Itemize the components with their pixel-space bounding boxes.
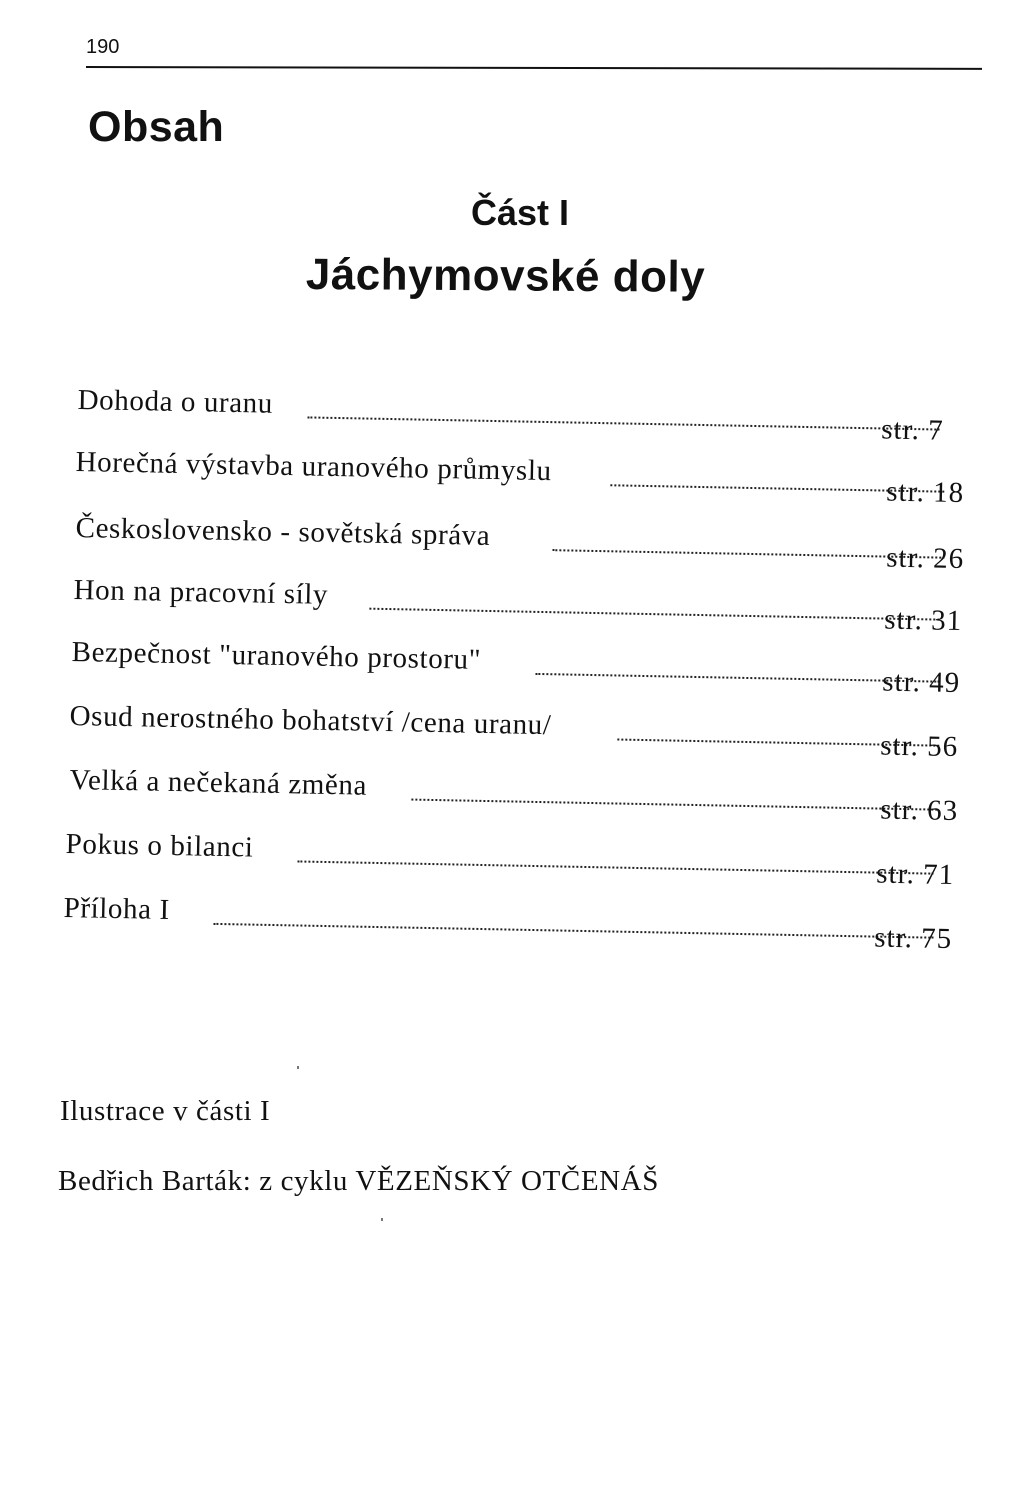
toc-entry-title: Příloha I (63, 892, 171, 927)
illustrations-label: Ilustrace v části I (60, 1095, 271, 1127)
toc-entry-leader (213, 923, 933, 939)
toc-entry-page: str. 63 (879, 793, 959, 828)
toc-entry-page: str. 26 (885, 541, 965, 576)
illustrations-source: Bedřich Barták: z cyklu VĚZEŇSKÝ OTČENÁŠ (58, 1165, 659, 1197)
toc-entry-title: Horečná výstavba uranového průmyslu (75, 446, 552, 488)
page-number: 190 (86, 36, 120, 58)
toc-entry-title: Hon na pracovní síly (73, 574, 329, 611)
toc-entry-title: Dohoda o uranu (77, 384, 274, 420)
toc-entry-title: Velká a nečekaná změna (69, 764, 368, 802)
toc-entry-leader (307, 416, 939, 430)
toc-entry-leader (369, 608, 939, 621)
part-label: Část I (470, 192, 570, 233)
toc-heading: Obsah (88, 103, 225, 151)
toc-entry-title: Bezpečnost "uranového prostoru" (71, 636, 482, 676)
part-title: Jáchymovské doly (305, 250, 706, 302)
scan-speck (297, 1066, 299, 1069)
toc-entry-page: str. 49 (881, 665, 961, 700)
toc-entry-leader (411, 799, 937, 811)
toc-entry-page: str. 18 (885, 475, 965, 510)
toc-entry-page: str. 71 (875, 857, 955, 892)
toc-entry-page: str. 31 (883, 603, 963, 638)
toc-entry-title: Osud nerostného bohatství /cena uranu/ (69, 700, 552, 742)
toc-entry-title: Československo - sovětská správa (75, 512, 491, 552)
toc-entry-page: str. 75 (873, 921, 953, 956)
toc-entry-page: str. 7 (880, 413, 944, 447)
toc-entry-leader (535, 673, 939, 683)
toc-entry-leader (297, 860, 933, 874)
scan-speck (381, 1218, 383, 1221)
toc-entry-title: Pokus o bilanci (65, 828, 254, 864)
toc-entry-page: str. 56 (879, 729, 959, 764)
